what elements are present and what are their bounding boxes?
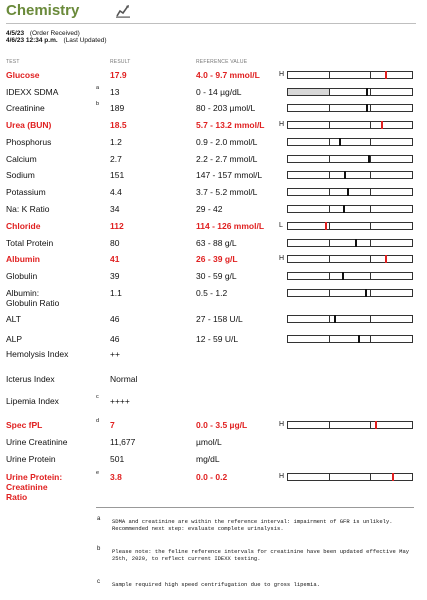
- range-bar: [287, 222, 413, 230]
- range-bar-divider: [329, 105, 330, 111]
- range-bar-divider: [329, 223, 330, 229]
- test-name: Lipemia Index: [6, 396, 59, 406]
- range-bar-divider: [329, 273, 330, 279]
- result-value: 11,677: [110, 437, 136, 447]
- result-marker: [368, 155, 370, 163]
- test-name: Sodium: [6, 170, 35, 180]
- reference-range: 63 - 88 g/L: [196, 238, 237, 248]
- order-received-date: 4/5/23: [6, 30, 25, 37]
- range-bar: [287, 138, 413, 146]
- reference-range: 29 - 42: [196, 204, 223, 214]
- range-bar-divider: [370, 172, 371, 178]
- range-bar: [287, 88, 413, 96]
- test-name: Urine Protein: [6, 454, 56, 464]
- test-name: Total Protein: [6, 238, 54, 248]
- result-value: ++++: [110, 396, 130, 406]
- result-value: 34: [110, 204, 120, 214]
- result-marker: [344, 171, 346, 179]
- page-title: Chemistry: [6, 2, 80, 19]
- table-row: [0, 154, 427, 168]
- footnote-letter: a: [97, 516, 101, 522]
- table-row: [0, 70, 427, 84]
- table-row: [0, 288, 427, 308]
- test-name: Creatinine: [6, 103, 45, 113]
- result-marker: [385, 71, 387, 79]
- range-bar-divider: [329, 316, 330, 322]
- range-bar-divider: [329, 256, 330, 262]
- result-marker: [343, 205, 345, 213]
- footnote-marker: a: [96, 85, 100, 91]
- test-name: Globulin: [6, 271, 38, 281]
- range-bar-divider: [370, 422, 371, 428]
- result-value: 46: [110, 334, 120, 344]
- footnote-letter: c: [97, 579, 100, 585]
- result-marker: [392, 473, 394, 481]
- range-bar-divider: [329, 139, 330, 145]
- range-bar: [287, 315, 413, 323]
- table-row: [0, 254, 427, 268]
- table-row: [0, 374, 427, 388]
- range-bar: [287, 188, 413, 196]
- graph-icon[interactable]: [115, 3, 131, 19]
- reference-range: µmol/L: [196, 437, 222, 447]
- range-bar-divider: [329, 89, 330, 95]
- range-bar-divider: [329, 290, 330, 296]
- table-row: [0, 314, 427, 328]
- reference-range: 0.0 - 0.2: [196, 472, 228, 482]
- test-name: Phosphorus: [6, 137, 52, 147]
- column-header-result: RESULT: [110, 59, 131, 65]
- result-value: 39: [110, 271, 120, 281]
- result-value: 13: [110, 87, 120, 97]
- range-bar-divider: [370, 189, 371, 195]
- test-name: Urea (BUN): [6, 120, 52, 130]
- result-marker: [381, 121, 383, 129]
- column-header-test: TEST: [6, 59, 20, 65]
- range-bar-divider: [370, 223, 371, 229]
- footnote-letter: b: [97, 546, 101, 552]
- reference-range: 2.2 - 2.7 mmol/L: [196, 154, 258, 164]
- table-row: [0, 103, 427, 117]
- test-name: Potassium: [6, 187, 46, 197]
- test-name: Hemolysis Index: [6, 349, 69, 359]
- table-row: [0, 238, 427, 252]
- table-row: [0, 349, 427, 363]
- range-bar: [287, 289, 413, 297]
- test-name: Glucose: [6, 70, 40, 80]
- reference-range: 0.5 - 1.2: [196, 288, 228, 298]
- range-bar: [287, 239, 413, 247]
- reference-range: 27 - 158 U/L: [196, 314, 243, 324]
- last-updated-date: 4/6/23 12:34 p.m.: [6, 37, 58, 44]
- range-bar: [287, 272, 413, 280]
- result-value: 4.4: [110, 187, 122, 197]
- table-row: [0, 170, 427, 184]
- result-value: 7: [110, 420, 115, 430]
- reference-range: 147 - 157 mmol/L: [196, 170, 263, 180]
- result-marker: [366, 104, 368, 112]
- test-name: Spec fPL: [6, 420, 43, 430]
- footnote-text: SDMA and creatinine are within the reference interval: impairment of GFR is unlikely. Recommended next step: evaluate complete urinalysis.: [112, 518, 393, 532]
- footnote-marker: b: [96, 101, 100, 107]
- result-value: 1.2: [110, 137, 122, 147]
- result-marker: [358, 335, 360, 343]
- table-row: [0, 204, 427, 218]
- result-marker: [355, 239, 357, 247]
- flag-indicator: H: [279, 473, 285, 480]
- range-bar-divider: [329, 156, 330, 162]
- range-bar: [287, 104, 413, 112]
- result-marker: [342, 272, 344, 280]
- result-marker: [339, 138, 341, 146]
- range-bar-divider: [370, 156, 371, 162]
- reference-range: 114 - 126 mmol/L: [196, 221, 265, 231]
- range-bar-divider: [370, 89, 371, 95]
- footnote-text: Sample required high speed centrifugation due to gross lipemia.: [112, 581, 320, 588]
- range-bar-divider: [370, 316, 371, 322]
- flag-indicator: H: [279, 71, 285, 78]
- footnote-text: Please note: the feline reference intervals for creatinine have been updated effective May 25th, 2020, to reflect current IDEXX testing.: [112, 548, 410, 562]
- range-bar: [287, 421, 413, 429]
- result-value: 41: [110, 254, 120, 264]
- range-bar-divider: [329, 189, 330, 195]
- reference-range: mg/dL: [196, 454, 220, 464]
- table-row: [0, 334, 427, 348]
- test-name: Albumin: [6, 254, 40, 264]
- result-value: 151: [110, 170, 125, 180]
- test-name: Na: K Ratio: [6, 204, 50, 214]
- section-header: [6, 2, 416, 24]
- table-row: [0, 221, 427, 235]
- last-updated-line: [6, 37, 106, 45]
- table-row: [0, 396, 427, 410]
- range-bar-divider: [370, 336, 371, 342]
- range-bar: [287, 255, 413, 263]
- range-bar-divider: [370, 206, 371, 212]
- result-marker: [385, 255, 387, 263]
- range-bar-divider: [329, 474, 330, 480]
- reference-range: 0.9 - 2.0 mmol/L: [196, 137, 258, 147]
- range-bar: [287, 71, 413, 79]
- result-marker: [366, 88, 368, 96]
- table-row: [0, 454, 427, 468]
- test-name: Calcium: [6, 154, 37, 164]
- reference-range: 12 - 59 U/L: [196, 334, 239, 344]
- result-value: 112: [110, 221, 124, 231]
- range-bar-divider: [370, 474, 371, 480]
- range-bar-divider: [329, 336, 330, 342]
- test-name: Chloride: [6, 221, 41, 231]
- range-bar-divider: [329, 172, 330, 178]
- range-bar-divider: [329, 422, 330, 428]
- reference-range: 5.7 - 13.2 mmol/L: [196, 120, 265, 130]
- range-bar: [287, 335, 413, 343]
- range-bar-divider: [370, 256, 371, 262]
- order-received-label: (Order Received): [29, 30, 80, 37]
- result-value: 189: [110, 103, 125, 113]
- reference-range: 3.7 - 5.2 mmol/L: [196, 187, 258, 197]
- reference-range: 0.0 - 3.5 µg/L: [196, 420, 248, 430]
- result-value: 46: [110, 314, 120, 324]
- result-value: ++: [110, 349, 120, 359]
- reference-range: 0 - 14 µg/dL: [196, 87, 242, 97]
- range-bar-divider: [370, 72, 371, 78]
- result-value: 18.5: [110, 120, 127, 130]
- result-value: 501: [110, 454, 125, 464]
- test-name: Urine Creatinine: [6, 437, 68, 447]
- flag-indicator: H: [279, 421, 285, 428]
- range-bar-divider: [370, 240, 371, 246]
- range-bar-divider: [370, 273, 371, 279]
- table-row: [0, 437, 427, 451]
- range-bar: [287, 171, 413, 179]
- reference-range: 4.0 - 9.7 mmol/L: [196, 70, 260, 80]
- table-row: [0, 187, 427, 201]
- notes-divider: [96, 507, 414, 508]
- test-name: ALP: [6, 334, 23, 344]
- result-marker: [347, 188, 349, 196]
- test-name: ALT: [6, 314, 21, 324]
- range-bar: [287, 205, 413, 213]
- result-marker: [365, 289, 367, 297]
- range-bar-divider: [329, 122, 330, 128]
- table-row: [0, 120, 427, 134]
- result-value: 1.1: [110, 288, 122, 298]
- reference-range: 30 - 59 g/L: [196, 271, 237, 281]
- result-value: 2.7: [110, 154, 122, 164]
- range-bar-low-fill: [288, 89, 329, 95]
- table-row: [0, 470, 427, 502]
- result-marker: [375, 421, 377, 429]
- test-name: Icterus Index: [6, 374, 55, 384]
- range-bar-divider: [329, 206, 330, 212]
- range-bar: [287, 155, 413, 163]
- result-value: 17.9: [110, 70, 127, 80]
- range-bar-divider: [329, 240, 330, 246]
- range-bar-divider: [370, 122, 371, 128]
- reference-range: 26 - 39 g/L: [196, 254, 238, 264]
- result-value: 3.8: [110, 472, 122, 482]
- footnote-marker: d: [96, 418, 100, 424]
- table-row: [0, 420, 427, 434]
- range-bar-divider: [370, 105, 371, 111]
- test-name: IDEXX SDMA: [6, 87, 59, 97]
- table-row: [0, 271, 427, 285]
- result-marker: [325, 222, 327, 230]
- footnote-marker: e: [96, 470, 100, 476]
- result-value: Normal: [110, 374, 138, 384]
- flag-indicator: L: [279, 222, 283, 229]
- range-bar: [287, 121, 413, 129]
- footnote-marker: c: [96, 394, 99, 400]
- test-name: Urine Protein: Creatinine Ratio: [6, 472, 63, 502]
- result-value: 80: [110, 238, 120, 248]
- table-row: [0, 87, 427, 101]
- range-bar-divider: [370, 139, 371, 145]
- table-row: [0, 137, 427, 151]
- range-bar-divider: [370, 290, 371, 296]
- flag-indicator: H: [279, 121, 285, 128]
- range-bar-divider: [329, 72, 330, 78]
- range-bar: [287, 473, 413, 481]
- test-name: Albumin: Globulin Ratio: [6, 288, 60, 308]
- last-updated-label: (Last Updated): [63, 37, 107, 44]
- reference-range: 80 - 203 µmol/L: [196, 103, 256, 113]
- result-marker: [334, 315, 336, 323]
- column-header-reference: REFERENCE VALUE: [196, 59, 248, 65]
- flag-indicator: H: [279, 255, 285, 262]
